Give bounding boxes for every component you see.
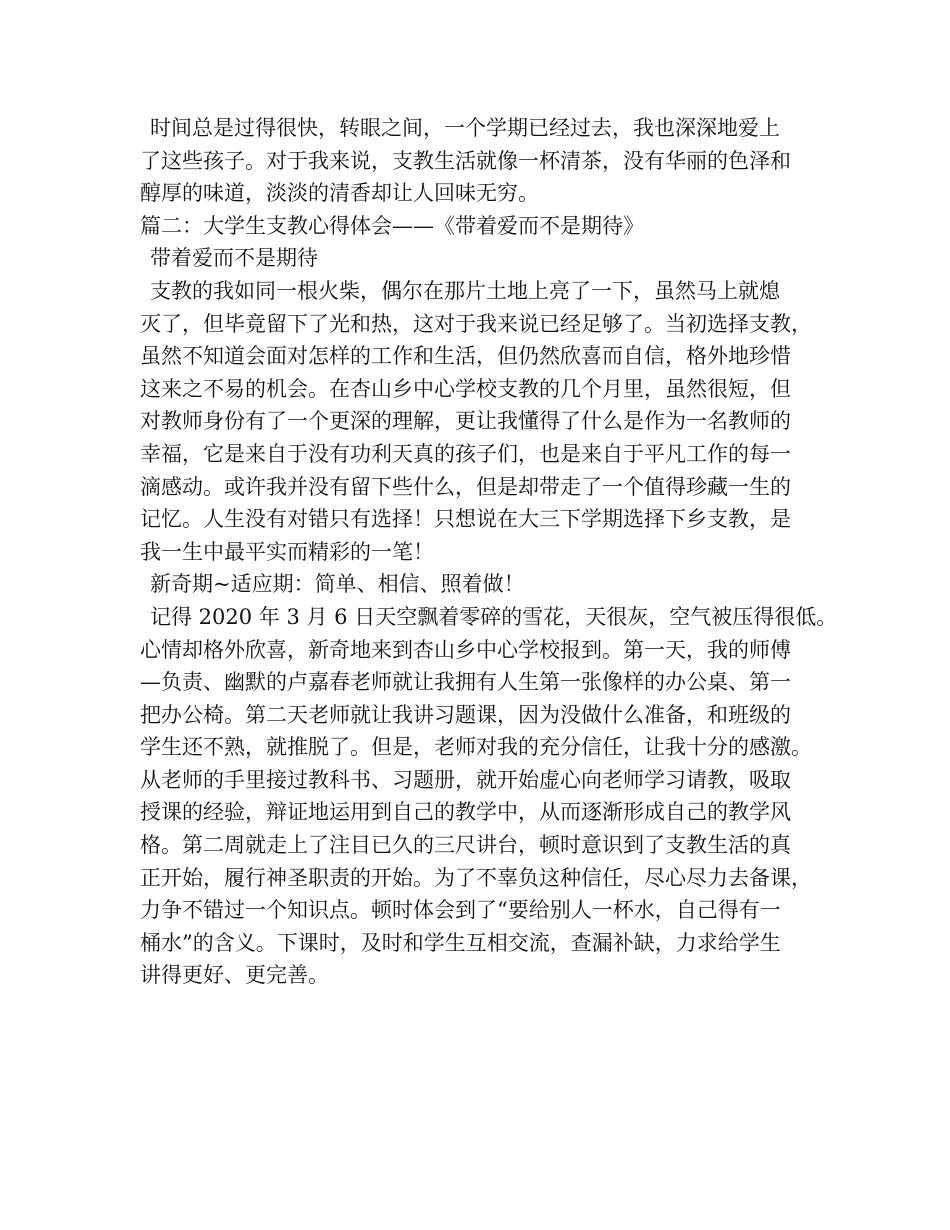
text-line: 这来之不易的机会。在杏山乡中心学校支教的几个月里，虽然很短，但 xyxy=(140,376,791,401)
text-line: 灭了，但毕竟留下了光和热，这对于我来说已经足够了。当初选择支教， xyxy=(140,311,812,336)
article-title: 带着爱而不是期待 xyxy=(150,246,318,271)
text-line: 幸福，它是来自于没有功利天真的孩子们，也是来自于平凡工作的每一 xyxy=(140,441,791,466)
text-line: 从老师的手里接过教科书、习题册，就开始虚心向老师学习请教，吸取 xyxy=(140,767,791,792)
text-line: 授课的经验，辩证地运用到自己的教学中，从而逐渐形成自己的教学风 xyxy=(140,800,791,825)
text-line: 学生还不熟，就推脱了。但是，老师对我的充分信任，让我十分的感激。 xyxy=(140,735,812,760)
text-line: 桶水”的含义。下课时，及时和学生互相交流，查漏补缺，力求给学生 xyxy=(140,930,781,955)
text-line: 支教的我如同一根火柴，偶尔在那片土地上亮了一下，虽然马上就熄 xyxy=(150,278,780,303)
text-line: 时间总是过得很快，转眼之间，一个学期已经过去，我也深深地爱上 xyxy=(150,116,780,140)
text-line: 记忆。人生没有对错只有选择！只想说在大三下学期选择下乡支教，是 xyxy=(140,507,791,532)
subheading: 新奇期~适应期：简单、相信、照着做！ xyxy=(150,572,525,597)
text-line: 力争不错过一个知识点。顿时体会到了“要给别人一杯水，自己得有一 xyxy=(140,898,781,923)
text-line: 滴感动。或许我并没有留下些什么，但是却带走了一个值得珍藏一生的 xyxy=(140,474,791,499)
text-line: 虽然不知道会面对怎样的工作和生活，但仍然欣喜而自信，格外地珍惜 xyxy=(140,344,791,369)
document-body xyxy=(140,112,838,992)
section-heading: 篇二：大学生支教心得体会——《带着爱而不是期待》 xyxy=(140,213,644,238)
text-line: 讲得更好、更完善。 xyxy=(140,963,329,988)
text-line: 把办公椅。第二天老师就让我讲习题课，因为没做什么准备，和班级的 xyxy=(140,702,791,727)
text-line: 对教师身份有了一个更深的理解，更让我懂得了什么是作为一名教师的 xyxy=(140,409,791,434)
text-line: 心情却格外欣喜，新奇地来到杏山乡中心学校报到。第一天，我的师傅 xyxy=(140,637,791,662)
text-line: 我一生中最平实而精彩的一笔！ xyxy=(140,539,434,564)
text-line: —负责、幽默的卢嘉春老师就让我拥有人生第一张像样的办公桌、第一 xyxy=(140,670,791,695)
text-line: 格。第二周就走上了注目已久的三尺讲台，顿时意识到了支教生活的真 xyxy=(140,833,791,858)
text-line: 了这些孩子。对于我来说，支教生活就像一杯清茶，没有华丽的色泽和 xyxy=(140,148,791,173)
text-line: 醇厚的味道，淡淡的清香却让人回味无穷。 xyxy=(140,181,539,206)
text-line: 正开始，履行神圣职责的开始。为了不辜负这种信任，尽心尽力去备课， xyxy=(140,865,812,890)
text-line: 记得 2020 年 3 月 6 日天空飘着零碎的雪花，天很灰，空气被压得很低。 xyxy=(150,604,838,629)
